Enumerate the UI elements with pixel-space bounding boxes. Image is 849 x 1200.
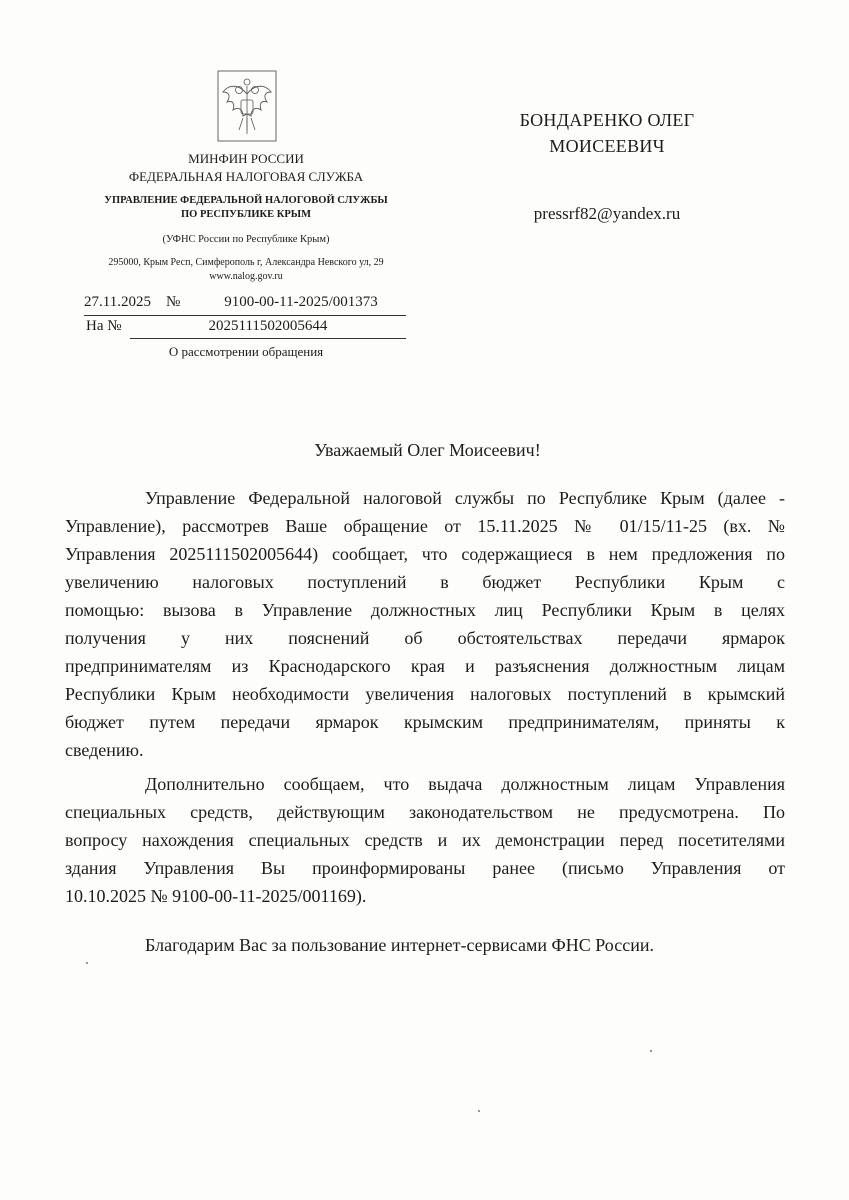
letter-number-sign: № [166,294,181,310]
department-address: 295000, Крым Респ, Симферополь г, Александра Невского ул, 29 [108,257,384,268]
service-name: ФЕДЕРАЛЬНАЯ НАЛОГОВАЯ СЛУЖБА [128,169,364,184]
body-line: бюджет путем передачи ярмарок крымским предпринимателям, приняты к [65,712,785,732]
body-line: Республики Крым необходимости увеличения налоговых поступлений в крымский [65,684,785,704]
salutation: Уважаемый Олег Моисеевич! [314,440,541,460]
letter-date: 27.11.2025 [84,294,151,310]
body-line: увеличению налоговых поступлений в бюджет Республики Крым с [65,572,785,592]
body-line: вопросу нахождения специальных средств и их демонстрации перед посетителями [65,830,785,850]
reference-underline [84,315,406,316]
scan-speck [650,1050,652,1052]
body-line: здания Управления Вы проинформированы ранее (письмо Управления от [65,858,785,878]
scan-speck [478,1110,480,1112]
body-line: Управление), рассмотрев Ваше обращение от 15.11.2025 № 01/15/11-25 (вх. № [65,516,785,536]
in-reply-underline [130,338,406,339]
coat-of-arms-icon [217,70,277,142]
letter-number: 9100-00-11-2025/001373 [224,294,378,310]
body-line: специальных средств, действующим законодательством не предусмотрена. По [65,802,785,822]
body-line: Управление Федеральной налоговой службы по Республике Крым (далее - [145,488,785,508]
recipient-email: pressrf82@yandex.ru [533,204,681,223]
body-line: сведению. [65,740,144,760]
department-website: www.nalog.gov.ru [209,271,283,282]
ministry-name: МИНФИН РОССИИ [188,151,304,166]
body-line: Дополнительно сообщаем, что выдача должностным лицам Управления [145,774,785,794]
letter-subject: О рассмотрении обращения [168,344,324,359]
body-line: помощью: вызова в Управление должностных лиц Республики Крым в целях [65,600,785,620]
department-short-name: (УФНС России по Республике Крым) [162,234,330,245]
body-line: предпринимателям из Краснодарского края и разъяснения должностным лицам [65,656,785,676]
in-reply-number: 2025111502005644 [208,318,328,334]
recipient-name-line1: БОНДАРЕНКО ОЛЕГ [519,110,695,130]
body-line: Управления 2025111502005644) сообщает, что содержащиеся в нем предложения по [65,544,785,564]
in-reply-label: На № [86,318,122,334]
closing-line: Благодарим Вас за пользование интернет-сервисами ФНС России. [145,935,654,955]
scan-speck [86,962,88,964]
body-line: 10.10.2025 № 9100-00-11-2025/001169). [65,886,367,906]
body-line: получения у них пояснений об обстоятельствах передачи ярмарок [65,628,785,648]
recipient-name-line2: МОИСЕЕВИЧ [549,136,665,156]
department-name-line2: ПО РЕСПУБЛИКЕ КРЫМ [181,209,311,220]
department-name-line1: УПРАВЛЕНИЕ ФЕДЕРАЛЬНОЙ НАЛОГОВОЙ СЛУЖБЫ [104,195,388,206]
